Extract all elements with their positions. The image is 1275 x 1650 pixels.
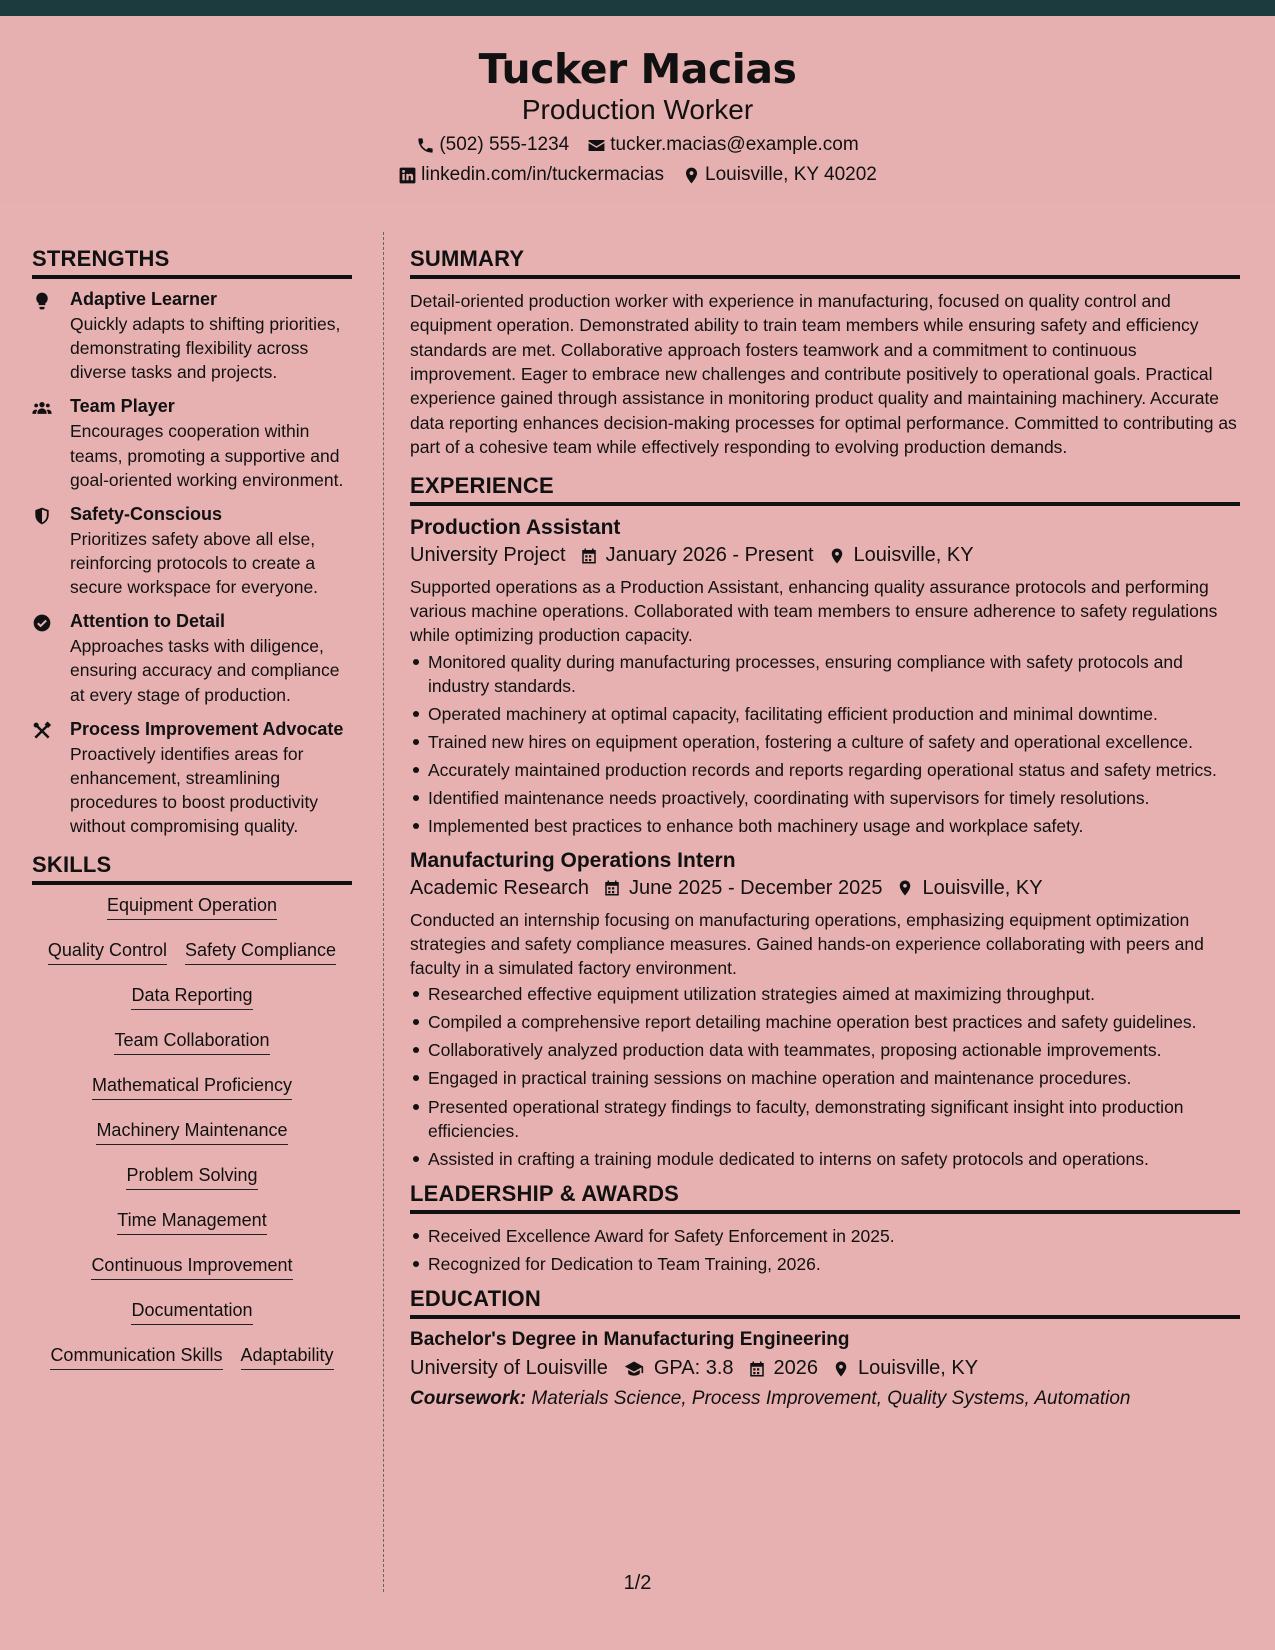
job-entry	[410, 849, 1240, 1171]
job-entry	[410, 516, 1240, 838]
job-bullet: Implemented best practices to enhance both machinery usage and workplace safety.	[410, 814, 1240, 838]
job-location: Louisville, KY	[922, 876, 1043, 899]
job-bullet: Operated machinery at optimal capacity, facilitating efficient production and minimal downtime.	[410, 702, 1240, 726]
candidate-name: Tucker Macias	[478, 45, 797, 93]
graduation-cap-icon	[622, 1359, 646, 1379]
job-bullets	[410, 982, 1240, 1171]
contact-line-1	[0, 133, 1275, 158]
contact-email[interactable]	[587, 133, 858, 158]
award-item: Received Excellence Award for Safety Enforcement in 2025.	[410, 1224, 1240, 1248]
strength-title: Attention to Detail	[70, 611, 225, 632]
calendar-icon	[580, 547, 598, 565]
skill-tag: Equipment Operation	[107, 895, 277, 920]
contact-location	[682, 163, 877, 188]
tools-icon	[32, 721, 52, 741]
job-bullet: Collaboratively analyzed production data with teammates, proposing actionable improvements.	[410, 1038, 1240, 1062]
job-bullet: Engaged in practical training sessions on machine operation and maintenance procedures.	[410, 1066, 1240, 1090]
coursework-label: Coursework:	[410, 1388, 527, 1410]
job-title: Production Assistant	[410, 516, 621, 540]
strength-item	[32, 289, 352, 384]
job-bullet: Researched effective equipment utilization strategies aimed at maximizing throughput.	[410, 982, 1240, 1006]
skill-tag: Data Reporting	[131, 985, 252, 1010]
strength-desc: Prioritizes safety above all else, reinforcing protocols to create a secure workspace for everyone.	[70, 528, 319, 598]
award-item: Recognized for Dedication to Team Training, 2026.	[410, 1252, 1240, 1276]
job-dates: January 2026 - Present	[605, 544, 814, 567]
leadership-heading: LEADERSHIP & AWARDS	[410, 1181, 1240, 1214]
skill-tag: Problem Solving	[126, 1165, 257, 1190]
summary-heading: SUMMARY	[410, 246, 1240, 279]
summary-text: Detail-oriented production worker with experience in manufacturing, focused on quality control and equipment operation. Demonstrated ability to train team members while ensuring safety and efficiency standards are met. Collaborative approach fosters teamwork and a commitment to continuous improvement. Eager to embrace new challenges and contribute positively to operational goals. Practical experience gained through assistance in monitoring product quality and maintaining machinery. Accurate data reporting enhances decision-making processes for optimal performance. Committed to contributing as part of a cohesive team while effectively responding to evolving production demands.	[410, 291, 1237, 457]
skill-tag: Documentation	[131, 1300, 252, 1325]
leadership-list	[410, 1224, 1240, 1276]
strength-desc: Quickly adapts to shifting priorities, demonstrating flexibility across diverse tasks and projects.	[70, 314, 341, 383]
job-meta	[410, 877, 1240, 900]
check-circle-icon	[32, 613, 52, 633]
calendar-icon	[748, 1360, 766, 1378]
linkedin-text: linkedin.com/in/tuckermacias	[421, 164, 665, 186]
page-number: 1/2	[623, 1572, 652, 1594]
location-text: Louisville, KY 40202	[705, 164, 877, 186]
skill-tag: Machinery Maintenance	[96, 1120, 287, 1145]
top-bar	[0, 0, 1275, 16]
strength-desc: Encourages cooperation within teams, promoting a supportive and goal-oriented working environment.	[70, 421, 344, 490]
people-icon	[32, 398, 52, 418]
right-column	[410, 246, 1240, 1410]
skill-tag: Quality Control	[48, 940, 167, 965]
skill-tag: Communication Skills	[50, 1345, 222, 1370]
phone-text: (502) 555-1234	[439, 133, 570, 155]
job-bullet: Identified maintenance needs proactively, coordinating with supervisors for timely resolutions.	[410, 786, 1240, 810]
skill-tag: Continuous Improvement	[91, 1255, 292, 1280]
resume-header	[0, 16, 1275, 204]
strength-item	[32, 611, 352, 706]
strength-desc: Proactively identifies areas for enhancement, streamlining procedures to boost productivity without compromising quality.	[70, 743, 319, 837]
job-title: Manufacturing Operations Intern	[410, 848, 736, 872]
job-bullet: Monitored quality during manufacturing processes, ensuring compliance with safety protocols and industry standards.	[410, 650, 1240, 698]
strength-desc: Approaches tasks with diligence, ensuring accuracy and compliance at every stage of production.	[70, 636, 340, 705]
gpa-text: GPA: 3.8	[653, 1357, 734, 1380]
job-desc: Conducted an internship focusing on manufacturing operations, emphasizing equipment optimization strategies and safety compliance measures. Gained hands-on experience collaborating with peers and faculty in a simulated factory environment.	[410, 909, 1204, 978]
coursework-list: Materials Science, Process Improvement, Quality Systems, Automation	[526, 1388, 1131, 1410]
strength-title: Safety-Conscious	[70, 503, 223, 524]
linkedin-icon	[398, 166, 417, 185]
job-org: University Project	[410, 544, 566, 567]
strength-title: Adaptive Learner	[70, 289, 218, 309]
email-text: tucker.macias@example.com	[610, 133, 859, 155]
job-bullet: Assisted in crafting a training module dedicated to interns on safety protocols and operations.	[410, 1147, 1240, 1171]
education-heading: EDUCATION	[410, 1286, 1240, 1319]
grad-year: 2026	[773, 1357, 819, 1380]
phone-icon	[416, 136, 435, 155]
skill-tag: Time Management	[117, 1210, 266, 1235]
experience-heading: EXPERIENCE	[410, 473, 1240, 506]
skill-tag: Mathematical Proficiency	[92, 1075, 292, 1100]
job-location: Louisville, KY	[853, 544, 974, 567]
school-name: University of Louisville	[410, 1357, 608, 1380]
job-bullet: Presented operational strategy findings to faculty, demonstrating significant insight into production efficiencies.	[410, 1095, 1240, 1143]
column-divider	[383, 232, 384, 1592]
job-dates: June 2025 - December 2025	[628, 876, 883, 899]
strength-item	[32, 719, 352, 839]
job-bullet: Trained new hires on equipment operation, fostering a culture of safety and operational excellence.	[410, 730, 1240, 754]
map-pin-icon	[832, 1360, 850, 1378]
job-desc: Supported operations as a Production Assistant, enhancing quality assurance protocols and performing various machine operations. Collaborated with team members to ensure adherence to safety regulations while optimizing production capacity.	[410, 577, 1218, 646]
envelope-icon	[587, 136, 606, 155]
contact-phone	[416, 133, 569, 158]
shield-icon	[32, 506, 52, 526]
school-location: Louisville, KY	[858, 1357, 979, 1380]
coursework	[410, 1388, 1240, 1410]
job-bullet: Compiled a comprehensive report detailing machine operation best practices and safety guidelines.	[410, 1010, 1240, 1034]
contact-line-2	[0, 163, 1275, 188]
lightbulb-icon	[32, 291, 52, 311]
strength-item	[32, 396, 352, 491]
strength-title: Team Player	[70, 396, 175, 417]
skill-tag: Adaptability	[241, 1345, 334, 1370]
job-bullets	[410, 650, 1240, 839]
job-org: Academic Research	[410, 876, 589, 899]
map-pin-icon	[828, 547, 846, 565]
skill-tag: Safety Compliance	[185, 940, 336, 965]
degree-title: Bachelor's Degree in Manufacturing Engineering	[410, 1329, 850, 1351]
contact-linkedin[interactable]	[398, 163, 664, 188]
education-meta	[410, 1357, 1240, 1380]
strength-title: Process Improvement Advocate	[70, 718, 344, 739]
job-meta	[410, 544, 1240, 567]
strength-item	[32, 504, 352, 599]
strengths-heading: STRENGTHS	[32, 246, 352, 279]
calendar-icon	[603, 879, 621, 897]
skills-heading: SKILLS	[32, 852, 352, 885]
candidate-role: Production Worker	[521, 94, 754, 126]
skills-list	[32, 895, 352, 1390]
left-column	[32, 246, 352, 1390]
map-pin-icon	[682, 166, 701, 185]
map-pin-icon	[896, 879, 914, 897]
skill-tag: Team Collaboration	[114, 1030, 269, 1055]
job-bullet: Accurately maintained production records and reports regarding operational status and safety metrics.	[410, 758, 1240, 782]
